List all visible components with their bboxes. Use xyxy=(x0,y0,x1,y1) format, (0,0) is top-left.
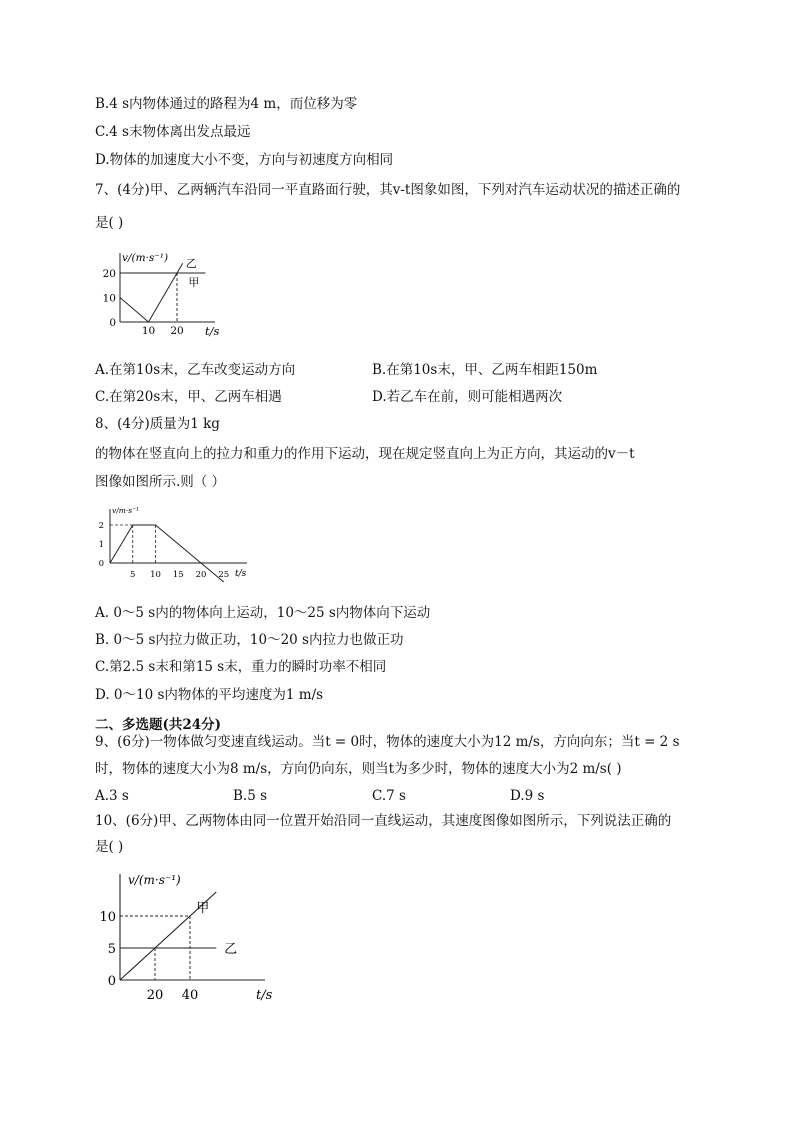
option-b-prev: B.4 s内物体通过的路程为4 m，而位移为零 xyxy=(95,96,358,112)
y-tick-label: 10 xyxy=(99,910,116,925)
q7-chart xyxy=(90,245,250,340)
q10-chart xyxy=(100,868,290,1008)
y-tick-label: 1 xyxy=(98,540,104,550)
y-tick-label: 0 xyxy=(98,559,104,569)
q9-stem-line2: 时，物体的速度大小为8 m/s，方向仍向东，则当t为多少时，物体的速度大小为2 m/s( ) xyxy=(95,761,622,777)
q8-stem-line2: 的物体在竖直向上的拉力和重力的作用下运动，现在规定竖直向上为正方向，其运动的v－t xyxy=(95,446,635,462)
x-axis-label: t/s xyxy=(205,324,220,338)
series-line-yi xyxy=(120,263,183,322)
q8-option-b: B. 0～5 s内拉力做正功，10～20 s内拉力也做正功 xyxy=(95,632,404,648)
q10-stem-line2: 是( ) xyxy=(95,839,124,855)
q10-stem-line1: 10、(6分)甲、乙两物体由同一位置开始沿同一直线运动，其速度图像如图所示，下列说法正确的 xyxy=(95,813,672,829)
q7-option-d: D.若乙车在前，则可能相遇两次 xyxy=(372,389,563,405)
q9-option-d: D.9 s xyxy=(510,788,545,804)
series-label-jia: 甲 xyxy=(196,901,210,916)
y-tick-label: 0 xyxy=(107,974,116,989)
x-tick-label: 10 xyxy=(150,570,161,580)
series-label-jia: 甲 xyxy=(188,276,200,289)
x-tick-label: 25 xyxy=(218,570,230,580)
q9-option-a: A.3 s xyxy=(95,788,129,804)
y-tick-label: 0 xyxy=(109,317,116,329)
y-axis-label: v/(m·s⁻¹) xyxy=(122,252,169,264)
q8-option-a: A. 0～5 s内的物体向上运动，10～25 s内物体向下运动 xyxy=(95,605,431,621)
q9-option-b: B.5 s xyxy=(233,788,268,804)
q9-stem-line1: 9、(6分)一物体做匀变速直线运动。当t = 0时，物体的速度大小为12 m/s，方向向东；当t = 2 s xyxy=(95,734,680,750)
q8-stem-line3: 图像如图所示.则（ ） xyxy=(95,474,226,490)
q7-option-c: C.在第20s末，甲、乙两车相遇 xyxy=(95,389,282,405)
x-tick-label: 40 xyxy=(181,988,199,1003)
option-d-prev: D.物体的加速度大小不变，方向与初速度方向相同 xyxy=(95,152,394,168)
q7-stem-line2: 是( ) xyxy=(95,215,124,231)
series-label-yi: 乙 xyxy=(185,257,197,271)
q7-option-b: B.在第10s末，甲、乙两车相距150m xyxy=(372,362,598,378)
y-tick-label: 10 xyxy=(102,292,116,305)
x-tick-label: 20 xyxy=(146,988,164,1003)
x-axis-label: t/s xyxy=(256,988,273,1003)
x-tick-label: 20 xyxy=(170,325,184,337)
option-c-prev: C.4 s末物体离出发点最远 xyxy=(95,124,251,140)
q8-option-c: C.第2.5 s末和第15 s末，重力的瞬时功率不相同 xyxy=(95,659,387,675)
q8-stem-line1: 8、(4分)质量为1 kg xyxy=(95,416,220,432)
q8-chart xyxy=(95,505,265,595)
y-axis-label: v/m·s⁻¹ xyxy=(112,506,140,515)
q7-option-a: A.在第10s末，乙车改变运动方向 xyxy=(95,362,296,378)
y-tick-label: 5 xyxy=(107,942,116,957)
x-tick-label: 5 xyxy=(130,570,136,580)
x-tick-label: 20 xyxy=(195,570,207,580)
y-axis-label: v/(m·s⁻¹) xyxy=(128,873,181,887)
section-title-multi-choice: 二、多选题(共24分) xyxy=(95,717,222,733)
x-tick-label: 15 xyxy=(172,570,184,580)
q7-stem-line1: 7、(4分)甲、乙两辆汽车沿同一平直路面行驶，其v-t图象如图，下列对汽车运动状况的描述正确的 xyxy=(95,182,681,198)
series-label-yi: 乙 xyxy=(224,942,238,957)
velocity-line xyxy=(110,525,224,582)
x-axis-label: t/s xyxy=(235,569,247,579)
y-tick-label: 2 xyxy=(98,521,104,531)
x-tick-label: 10 xyxy=(141,325,156,337)
q9-option-c: C.7 s xyxy=(372,788,406,804)
y-tick-label: 20 xyxy=(102,268,116,280)
q8-option-d: D. 0～10 s内物体的平均速度为1 m/s xyxy=(95,687,324,703)
